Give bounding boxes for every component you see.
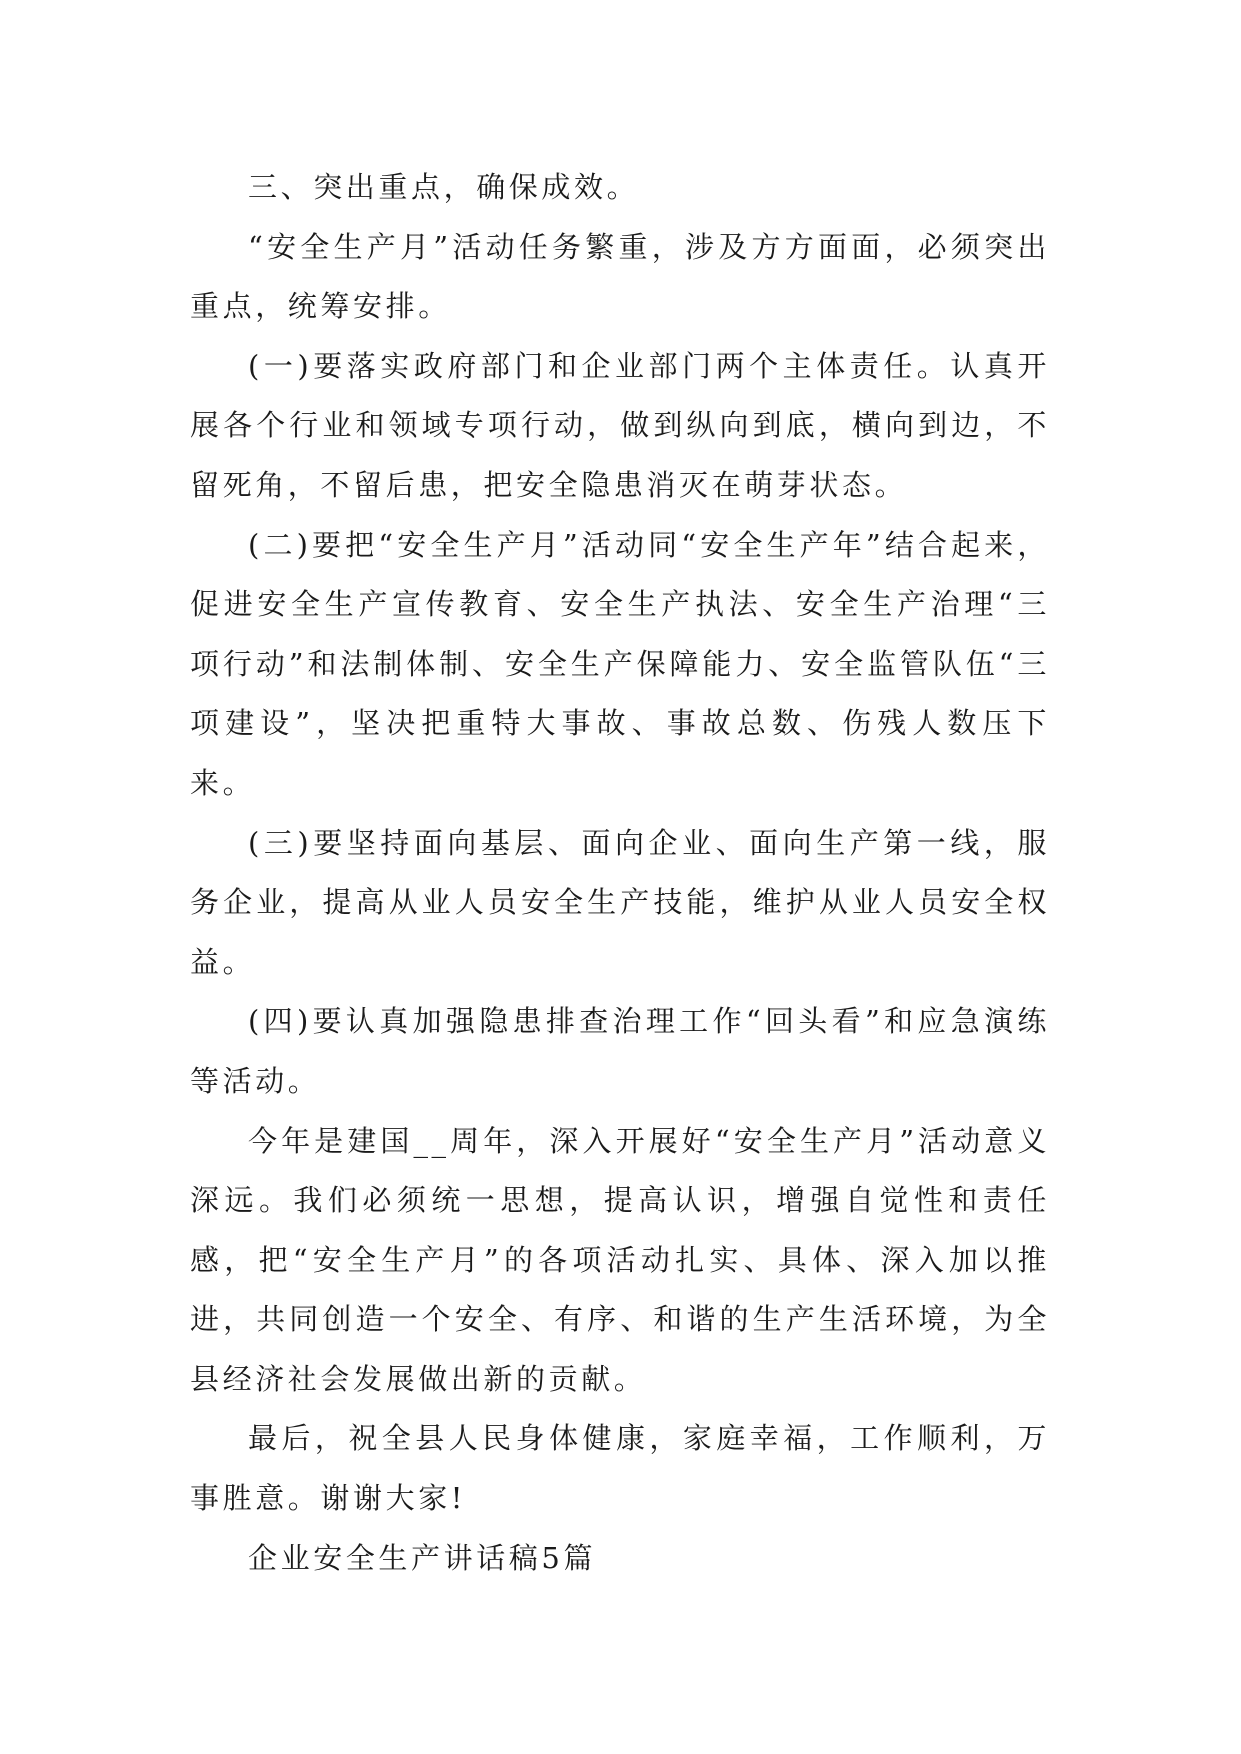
point-three-paragraph: (三)要坚持面向基层、面向企业、面向生产第一线，服务企业，提高从业人员安全生产技能，维护从业人员安全权益。	[190, 825, 1050, 979]
point-four-paragraph: (四)要认真加强隐患排查治理工作“回头看”和应急演练等活动。	[190, 1004, 1050, 1098]
point-one-paragraph: (一)要落实政府部门和企业部门两个主体责任。认真开展各个行业和领域专项行动，做到纵向到底，横向到边，不留死角，不留后患，把安全隐患消灭在萌芽状态。	[190, 348, 1050, 502]
intro-paragraph: “安全生产月”活动任务繁重，涉及方方面面，必须突出重点，统筹安排。	[190, 229, 1050, 324]
next-title: 企业安全生产讲话稿5篇	[248, 1540, 597, 1575]
section-heading: 三、突出重点，确保成效。	[248, 170, 640, 204]
closing-paragraph: 最后，祝全县人民身体健康，家庭幸福，工作顺利，万事胜意。谢谢大家!	[190, 1421, 1050, 1516]
significance-paragraph: 今年是建国__周年，深入开展好“安全生产月”活动意义深远。我们必须统一思想，提高认识，增强自觉性和责任感，把“安全生产月”的各项活动扎实、具体、深入加以推进，共同创造一个安全、有序、和谐的生产生活环境，为全县经济社会发展做出新的贡献。	[190, 1123, 1050, 1396]
document-body	[190, 158, 1050, 1588]
point-two-paragraph: (二)要把“安全生产月”活动同“安全生产年”结合起来，促进安全生产宣传教育、安全生产执法、安全生产治理“三项行动”和法制体制、安全生产保障能力、安全监管队伍“三项建设”，坚决把重特大事故、事故总数、伤残人数压下来。	[190, 527, 1050, 800]
